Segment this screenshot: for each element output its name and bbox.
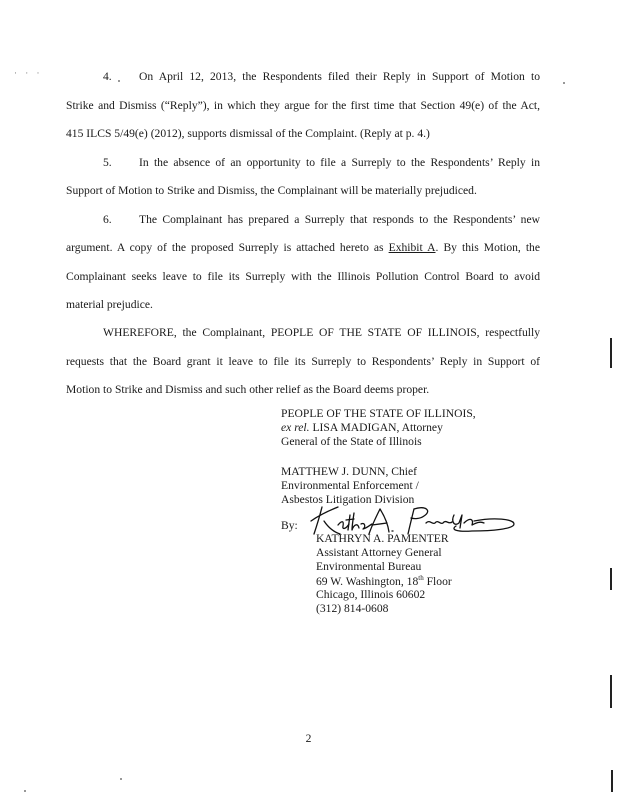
paragraph-line: material prejudice. (66, 298, 153, 311)
chief-line: Environmental Enforcement / (281, 479, 419, 492)
scan-margin-mark (610, 338, 612, 368)
party-line (281, 421, 443, 434)
paragraph-line: Support of Motion to Strike and Dismiss, the Complainant will be materially prejudiced. (66, 184, 477, 197)
paragraph-line: In the absence of an opportunity to file a Surreply to the Respondents’ Reply in (139, 156, 540, 169)
exhibit-a-reference: Exhibit A (388, 241, 436, 254)
signer-bureau: Environmental Bureau (316, 560, 422, 573)
paragraph-line: Motion to Strike and Dismiss and such other relief as the Board deems proper. (66, 383, 430, 396)
signer-phone: (312) 814-0608 (316, 602, 389, 615)
chief-line: MATTHEW J. DUNN, Chief (281, 465, 417, 478)
text-run: argument. A copy of the proposed Surreply is attached hereto as (66, 241, 389, 254)
page-number: 2 (305, 732, 312, 745)
party-line: General of the State of Illinois (281, 435, 422, 448)
scan-margin-mark (610, 568, 612, 590)
text-run: LISA MADIGAN, Attorney (309, 421, 443, 434)
ordinal-suffix: th (418, 574, 424, 582)
signer-address (316, 574, 452, 588)
paragraph-number: 5. (103, 156, 112, 169)
ex-rel-label: ex rel. (281, 421, 310, 434)
scan-speck (120, 778, 122, 780)
text-run: 69 W. Washington, 18 (316, 574, 419, 588)
chief-line: Asbestos Litigation Division (281, 493, 415, 506)
by-label: By: (281, 519, 298, 532)
text-run: . By this Motion, the (435, 241, 540, 254)
signer-city: Chicago, Illinois 60602 (316, 588, 426, 601)
paragraph-line: 415 ILCS 5/49(e) (2012), supports dismissal of the Complaint. (Reply at p. 4.) (66, 127, 430, 140)
signer-title: Assistant Attorney General (316, 546, 442, 559)
scan-speck (118, 80, 120, 82)
party-line: PEOPLE OF THE STATE OF ILLINOIS, (281, 407, 476, 420)
scan-margin-mark (611, 770, 613, 792)
paragraph-number: 6. (103, 213, 112, 226)
scan-margin-mark (610, 675, 612, 708)
paragraph-line: requests that the Board grant it leave to file its Surreply to Respondents’ Reply in Support of (66, 355, 540, 368)
signer-name: KATHRYN A. PAMENTER (316, 532, 449, 545)
paragraph-line (66, 241, 540, 254)
paragraph-line: WHEREFORE, the Complainant, PEOPLE OF THE STATE OF ILLINOIS, respectfully (103, 326, 540, 339)
paragraph-line: The Complainant has prepared a Surreply that responds to the Respondents’ new (139, 213, 540, 226)
paragraph-line: On April 12, 2013, the Respondents filed their Reply in Support of Motion to (139, 70, 540, 83)
text-run: Floor (423, 574, 452, 588)
scan-artifact-dots: · · · (14, 68, 43, 78)
scan-speck (24, 790, 26, 792)
paragraph-number: 4. (103, 70, 112, 83)
paragraph-line: Complainant seeks leave to file its Surreply with the Illinois Pollution Control Board to avoid (66, 270, 540, 283)
scan-speck (563, 82, 565, 84)
paragraph-line: Strike and Dismiss (“Reply”), in which they argue for the first time that Section 49(e) of the Act, (66, 99, 540, 112)
